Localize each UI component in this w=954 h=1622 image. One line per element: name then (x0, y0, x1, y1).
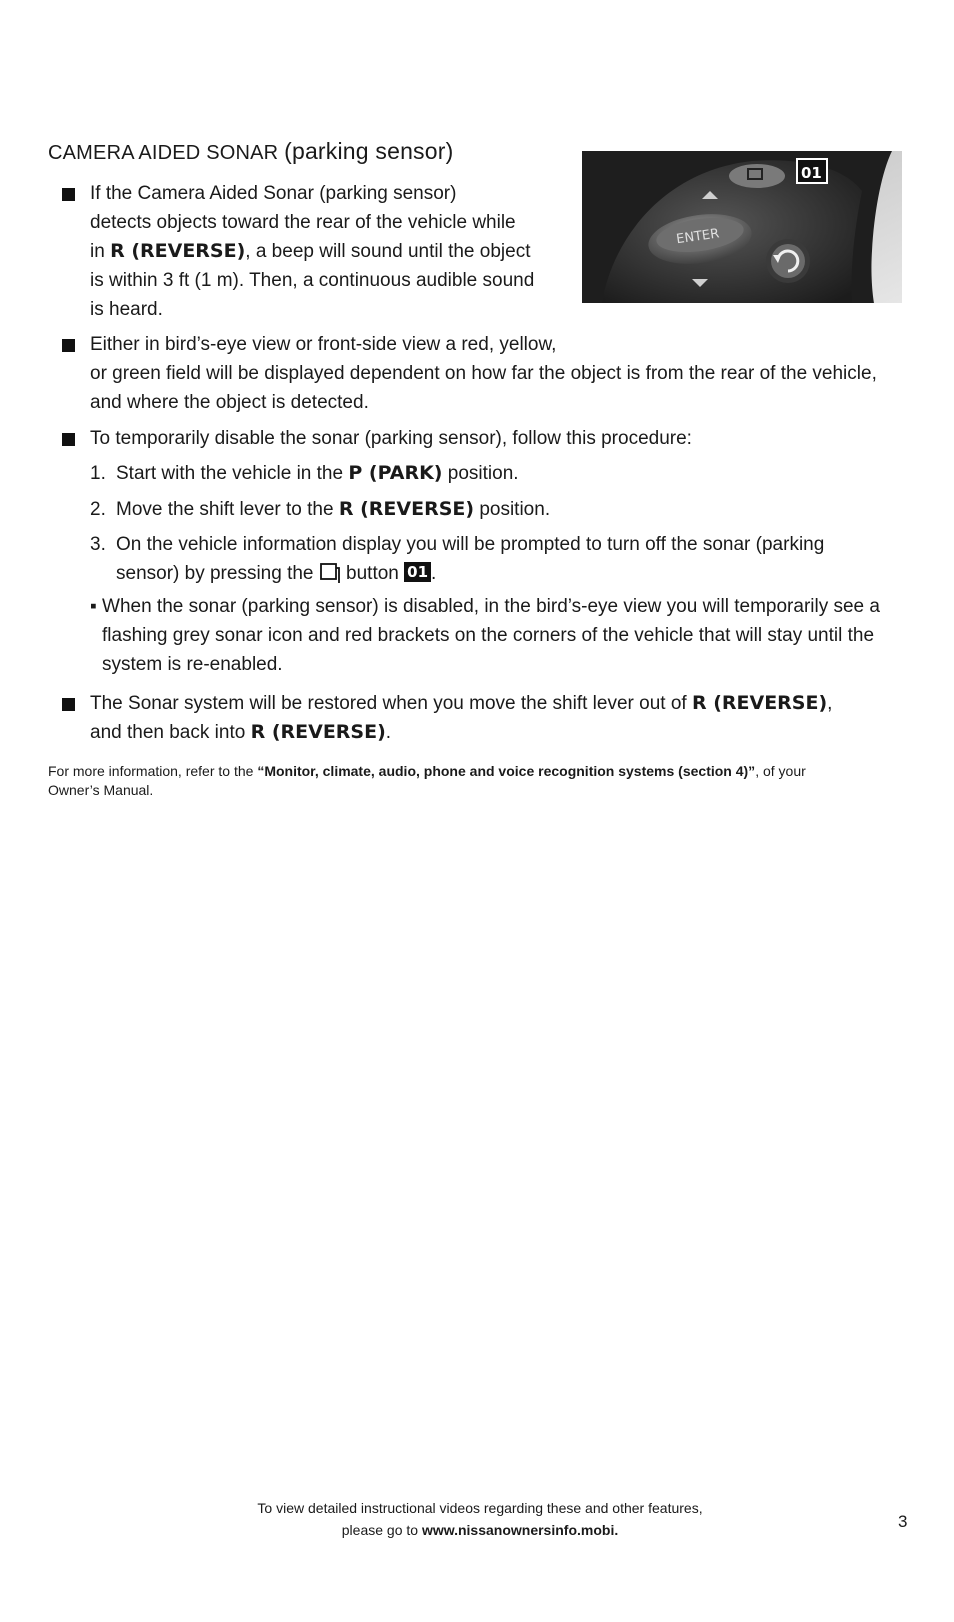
bullet-4-text: The Sonar system will be restored when you move the shift lever out of R (REVERSE), and then back into R (REVERSE). (90, 692, 833, 743)
steering-control-photo (582, 151, 902, 303)
display-button-icon (319, 562, 341, 593)
heading-paren: (parking sensor) (284, 138, 454, 164)
step-3: 3. On the vehicle information display you will be prompted to turn off the sonar (parking sensor) by pressing the button 01 . (90, 530, 824, 593)
bullet-3-text: To temporarily disable the sonar (parking sensor), follow this procedure: (90, 428, 692, 449)
bullet-1-text: If the Camera Aided Sonar (parking sensor) detects objects toward the rear of the vehicle while in R (REVERSE), a beep will sound until the object is within 3 ft (1 m). Then, a continuous audible sound is heard. (90, 183, 535, 320)
step-2: 2. Move the shift lever to the R (REVERSE) position. (90, 498, 551, 520)
section-heading (48, 138, 453, 165)
footnote: For more information, refer to the “Monitor, climate, audio, phone and voice recognition systems (section 4)”, of your Owner’s Manual. (48, 763, 806, 798)
enter-button-label: ENTER (675, 226, 721, 248)
photo-badge: 01 (801, 164, 822, 182)
button-callout-badge: 01 (404, 562, 431, 582)
step-1: 1. Start with the vehicle in the P (PARK) position. (90, 462, 519, 484)
bullet-marker (62, 698, 75, 711)
bullet-marker (62, 433, 75, 446)
bullet-marker (62, 339, 75, 352)
heading-caps: CAMERA AIDED SONAR (48, 142, 279, 164)
website-link[interactable]: www.nissanownersinfo.mobi. (421, 1522, 619, 1538)
page-number: 3 (898, 1512, 908, 1531)
bullet-marker (62, 188, 75, 201)
page-footer: To view detailed instructional videos regarding these and other features, please go to www.nissanownersinfo.mobi. (257, 1500, 703, 1538)
disabled-note: ▪ When the sonar (parking sensor) is disabled, in the bird’s-eye view you will temporarily see a flashing grey sonar icon and red brackets on the corners of the vehicle that will stay until the system is re-enabled. (90, 596, 880, 675)
bullet-2-text: Either in bird’s-eye view or front-side view a red, yellow, or green field will be displayed dependent on how far the object is from the rear of the vehicle, and where the object is detected. (90, 334, 877, 413)
